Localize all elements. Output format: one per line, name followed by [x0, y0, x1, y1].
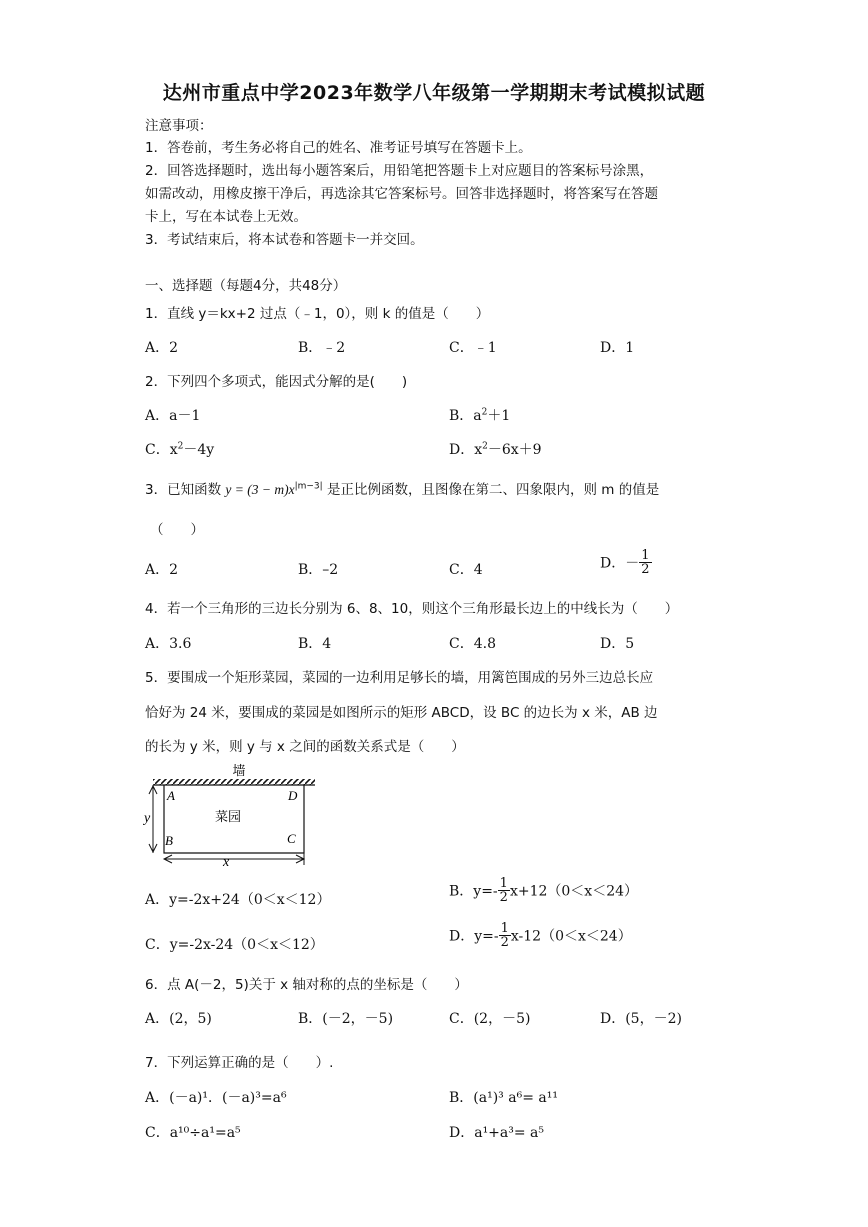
option-a: A．3.6: [145, 636, 192, 652]
option-b: B．(a¹)³ a⁶= a¹¹: [449, 1090, 558, 1106]
option-b: B．4: [298, 636, 332, 652]
option-c: C．(2，－5): [449, 1011, 531, 1027]
option-b: B．﹣2: [298, 340, 346, 356]
question-stem: 7．下列运算正确的是（ ）.: [145, 1055, 334, 1071]
option-d: D．5: [600, 636, 635, 652]
wall-hatch: [153, 779, 315, 785]
option-c: C．y=-2x-24（0＜x＜12）: [145, 937, 324, 953]
notice-line: 如需改动，用橡皮擦干净后，再选涂其它答案标号。回答非选择题时，将答案写在答题: [145, 186, 658, 202]
question-stem: 恰好为 24 米，要围成的菜园是如图所示的矩形 ABCD，设 BC 的边长为 x 米，AB 边: [145, 705, 658, 721]
option-a: A．(－a)¹．(－a)³=a⁶: [145, 1090, 287, 1106]
section-heading: 一、选择题（每题4分，共48分）: [145, 278, 347, 294]
option-b: B．–2: [298, 562, 339, 578]
question-stem: 5．要围成一个矩形菜园，菜园的一边利用足够长的墙，用篱笆围成的另外三边总长应: [145, 670, 654, 686]
option-d: D．－ $\frac{1}{2}$: [600, 548, 650, 577]
question-stem: 4．若一个三角形的三边长分别为 6、8、10，则这个三角形最长边上的中线长为（ ）: [145, 601, 679, 617]
option-c: C．a¹⁰÷a¹=a⁵: [145, 1125, 241, 1141]
option-c: C．4.8: [449, 636, 496, 652]
question-stem: 3．已知函数 $y = (3 - m)x^{|m-3|}$ 是正比例函数，且图像在第二、四象限内，则 m 的值是: [145, 481, 660, 498]
option-a: A．a－1: [145, 408, 201, 424]
question-stem: 2．下列四个多项式，能因式分解的是( ): [145, 374, 408, 390]
option-d: D．$x^2-6x+9$: [449, 441, 542, 458]
vertex-b: B: [165, 833, 173, 848]
question-stem: 1．直线 y＝kx+2 过点（﹣1，0），则 k 的值是（ ）: [145, 306, 490, 322]
option-a: A．y=-2x+24（0＜x＜12）: [145, 892, 331, 908]
option-d: D．a¹+a³= a⁵: [449, 1125, 545, 1141]
notice-line: 卡上，写在本试卷上无效。: [145, 209, 307, 225]
option-d: D．y=- $\frac{1}{2}$ x-12（0＜x＜24）: [449, 921, 632, 950]
notice-line: 1．答卷前，考生务必将自己的姓名、准考证号填写在答题卡上。: [145, 140, 532, 156]
option-d: D．1: [600, 340, 635, 356]
option-c: C．$x^2-4y$: [145, 441, 215, 458]
option-a: A．2: [145, 562, 179, 578]
vertex-a: A: [167, 788, 175, 803]
vertex-d: D: [288, 788, 298, 803]
question-stem: 6．点 A(－2，5)关于 x 轴对称的点的坐标是（ ）: [145, 977, 468, 993]
question-stem: 的长为 y 米，则 y 与 x 之间的函数关系式是（ ）: [145, 739, 465, 755]
option-b: B．y=- $\frac{1}{2}$ x+12（0＜x＜24）: [449, 876, 639, 905]
answer-paren: （ ）: [150, 522, 204, 538]
option-a: A．(2，5): [145, 1011, 212, 1027]
option-c: C．4: [449, 562, 483, 578]
option-b: B．$a^2+1$: [449, 407, 511, 424]
garden-figure: [143, 760, 323, 870]
option-b: B．(－2，－5): [298, 1011, 394, 1027]
x-label: x: [223, 855, 230, 870]
page-title: 达州市重点中学2023年数学八年级第一学期期末考试模拟试题: [162, 82, 706, 104]
option-c: C．﹣1: [449, 340, 497, 356]
y-label: y: [144, 811, 151, 826]
notice-line: 2．回答选择题时，选出每小题答案后，用铅笔把答题卡上对应题目的答案标号涂黑，: [145, 163, 654, 179]
garden-label: 菜园: [215, 810, 242, 825]
vertex-c: C: [287, 831, 296, 846]
option-a: A．2: [145, 340, 179, 356]
notice-line: 3．考试结束后，将本试卷和答题卡一并交回。: [145, 232, 424, 248]
option-d: D．(5，－2): [600, 1011, 682, 1027]
wall-label: 墙: [232, 764, 246, 779]
notice-heading: 注意事项：: [145, 118, 213, 134]
